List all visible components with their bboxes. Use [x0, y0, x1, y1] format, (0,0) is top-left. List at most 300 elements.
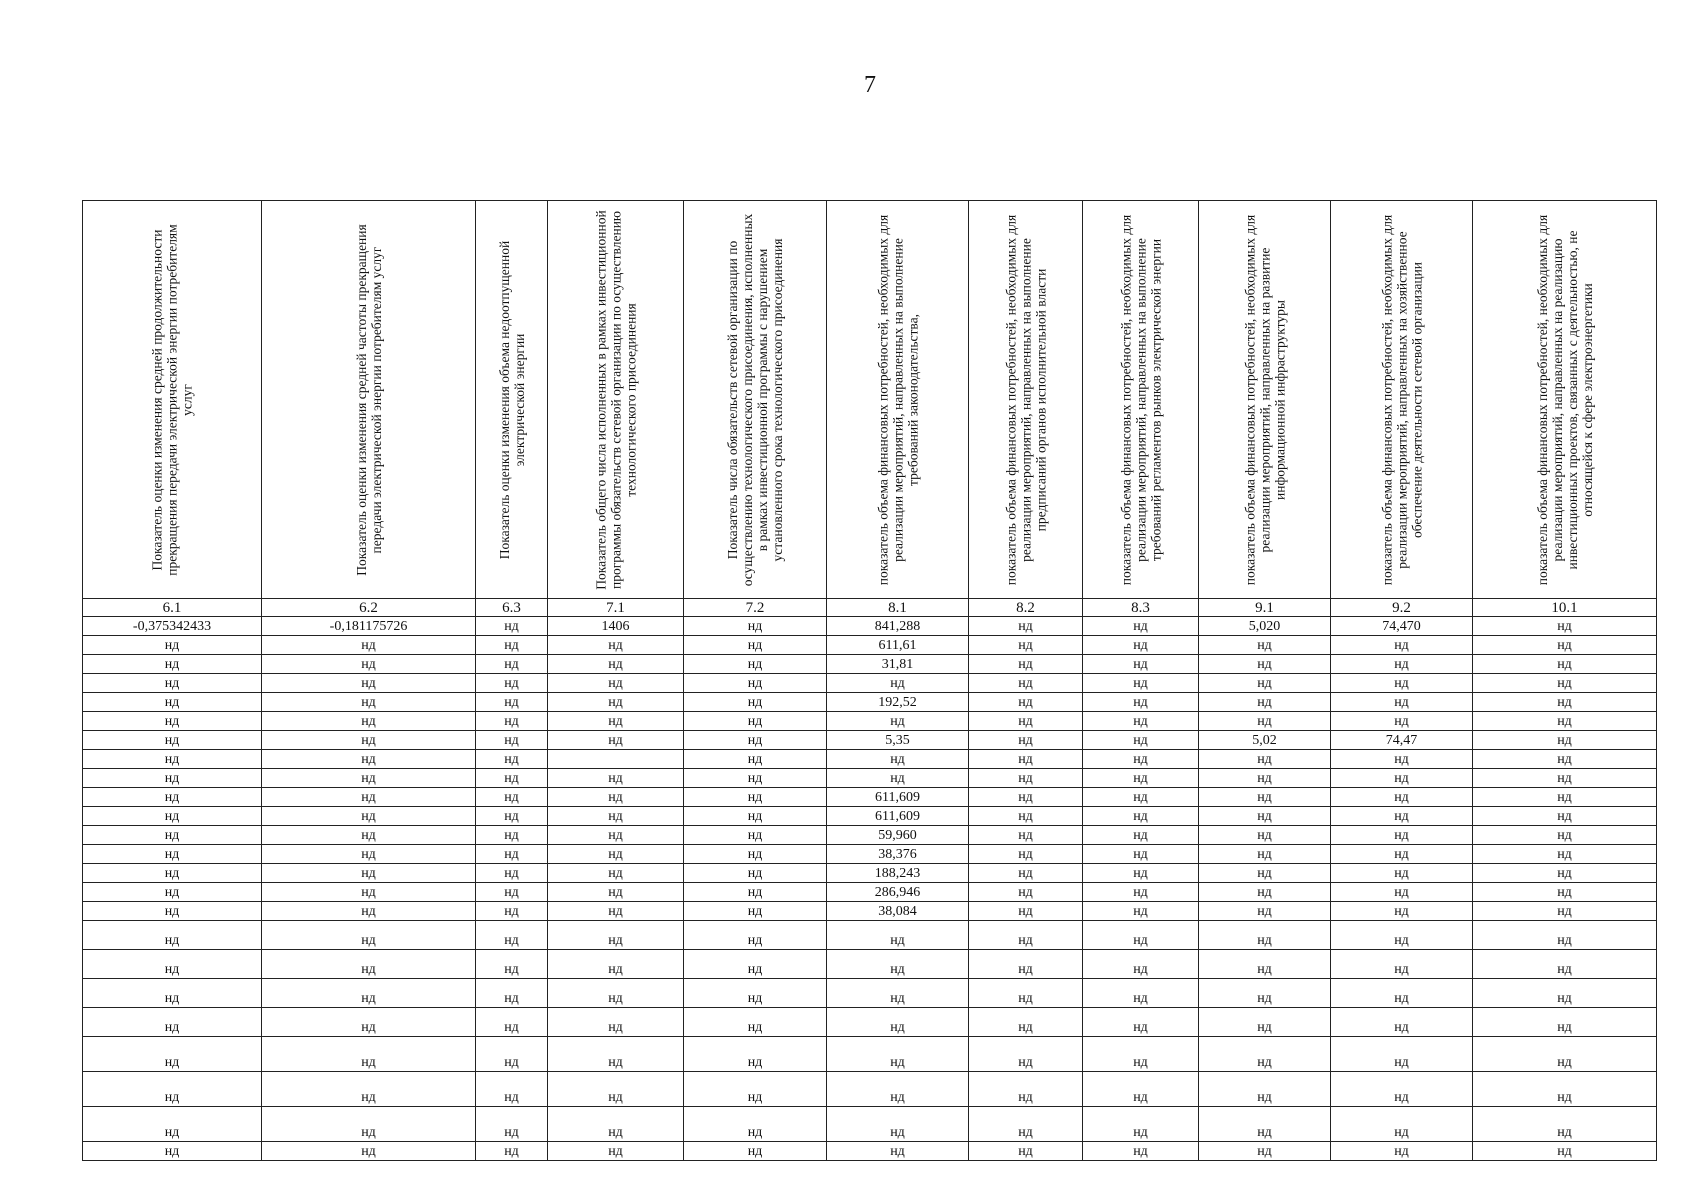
table-cell: нд: [684, 731, 827, 750]
table-cell: 38,376: [827, 845, 969, 864]
column-number: 9.1: [1199, 599, 1331, 617]
table-cell: нд: [262, 902, 476, 921]
table-cell: нд: [1199, 921, 1331, 950]
table-cell: нд: [1199, 750, 1331, 769]
table-cell: нд: [827, 750, 969, 769]
table-cell: нд: [1083, 902, 1199, 921]
table-cell: нд: [1473, 883, 1657, 902]
column-number: 7.2: [684, 599, 827, 617]
table-cell: нд: [969, 1107, 1083, 1142]
table-cell: нд: [83, 845, 262, 864]
table-cell: нд: [969, 1008, 1083, 1037]
table-cell: нд: [1331, 807, 1473, 826]
table-cell: нд: [83, 1142, 262, 1161]
table-cell: нд: [1199, 845, 1331, 864]
column-header: [827, 201, 969, 599]
table-cell: нд: [1199, 655, 1331, 674]
table-cell: нд: [1083, 845, 1199, 864]
table-cell: нд: [262, 750, 476, 769]
column-header: [969, 201, 1083, 599]
table-cell: нд: [969, 674, 1083, 693]
column-number: 10.1: [1473, 599, 1657, 617]
table-cell: нд: [684, 750, 827, 769]
table-cell: нд: [684, 864, 827, 883]
table-cell: нд: [548, 693, 684, 712]
header-row: [83, 201, 1657, 599]
table-cell: нд: [684, 883, 827, 902]
table-cell: нд: [476, 864, 548, 883]
page-number: 7: [864, 72, 876, 98]
indicators-table: [82, 200, 1657, 1161]
table-cell: нд: [684, 1037, 827, 1072]
table-cell: нд: [1199, 636, 1331, 655]
table-cell: нд: [1083, 1072, 1199, 1107]
table-cell: нд: [1083, 674, 1199, 693]
table-row: [83, 712, 1657, 731]
table-row: [83, 1008, 1657, 1037]
table-cell: нд: [262, 1142, 476, 1161]
table-cell: нд: [969, 636, 1083, 655]
table-cell: нд: [1473, 1072, 1657, 1107]
table-row: [83, 1107, 1657, 1142]
table-cell: нд: [684, 845, 827, 864]
table-cell: нд: [476, 712, 548, 731]
table-row: [83, 845, 1657, 864]
column-number: 8.1: [827, 599, 969, 617]
table-cell: нд: [548, 826, 684, 845]
table-cell: нд: [1199, 712, 1331, 731]
table-cell: нд: [1473, 674, 1657, 693]
table-cell: нд: [827, 1107, 969, 1142]
table-cell: нд: [1083, 921, 1199, 950]
table-cell: нд: [476, 826, 548, 845]
table-cell: нд: [1331, 979, 1473, 1008]
table-row: [83, 826, 1657, 845]
table-cell: нд: [83, 1008, 262, 1037]
table-cell: нд: [1473, 769, 1657, 788]
table-cell: нд: [476, 750, 548, 769]
table-cell: нд: [1083, 1008, 1199, 1037]
table-row: [83, 750, 1657, 769]
table-cell: нд: [262, 1008, 476, 1037]
table-cell: нд: [1473, 636, 1657, 655]
table-cell: нд: [1199, 674, 1331, 693]
table-cell: нд: [684, 807, 827, 826]
column-header-text: Показатель оценки изменения средней продолжительности прекращения передачи электрической энергии потребителям услуг: [149, 223, 195, 576]
table-cell: нд: [969, 750, 1083, 769]
table-cell: нд: [1473, 864, 1657, 883]
table-cell: нд: [83, 883, 262, 902]
table-cell: нд: [1083, 1037, 1199, 1072]
table-cell: нд: [1083, 788, 1199, 807]
table-cell: нд: [476, 883, 548, 902]
table-cell: нд: [1331, 636, 1473, 655]
table-cell: нд: [1199, 826, 1331, 845]
table-cell: нд: [1331, 921, 1473, 950]
column-number: 6.1: [83, 599, 262, 617]
table-cell: 611,61: [827, 636, 969, 655]
column-header-text: показатель объема финансовых потребностей, необходимых для реализации мероприятий, направленных на развитие информационной инфраструктуры: [1242, 214, 1287, 585]
table-cell: нд: [83, 1107, 262, 1142]
table-cell: нд: [684, 1107, 827, 1142]
table-cell: нд: [1083, 712, 1199, 731]
table-cell: нд: [1473, 845, 1657, 864]
table-cell: -0,375342433: [83, 617, 262, 636]
column-number: 6.3: [476, 599, 548, 617]
column-number: 7.1: [548, 599, 684, 617]
table-cell: нд: [262, 950, 476, 979]
table-cell: нд: [83, 655, 262, 674]
table-cell: нд: [827, 1008, 969, 1037]
table-cell: нд: [548, 979, 684, 1008]
table-cell: нд: [262, 636, 476, 655]
table-cell: нд: [548, 807, 684, 826]
table-cell: нд: [476, 902, 548, 921]
table-cell: нд: [1083, 826, 1199, 845]
table-cell: нд: [827, 769, 969, 788]
table-cell: нд: [969, 693, 1083, 712]
table-cell: -0,181175726: [262, 617, 476, 636]
table-cell: нд: [1331, 845, 1473, 864]
table-cell: 1406: [548, 617, 684, 636]
table-cell: нд: [476, 1072, 548, 1107]
table-cell: нд: [83, 712, 262, 731]
table-cell: 74,470: [1331, 617, 1473, 636]
table-cell: нд: [262, 979, 476, 1008]
table-row: [83, 1037, 1657, 1072]
table-cell: нд: [1083, 864, 1199, 883]
table-row: [83, 950, 1657, 979]
table-row: [83, 617, 1657, 636]
table-cell: нд: [1083, 617, 1199, 636]
table-cell: нд: [83, 864, 262, 883]
table-cell: 192,52: [827, 693, 969, 712]
table-cell: 59,960: [827, 826, 969, 845]
table-cell: нд: [476, 845, 548, 864]
table-cell: нд: [969, 1072, 1083, 1107]
table-cell: 611,609: [827, 788, 969, 807]
table-cell: нд: [1473, 1107, 1657, 1142]
table-cell: нд: [1331, 693, 1473, 712]
table-cell: нд: [1331, 1037, 1473, 1072]
table-cell: нд: [262, 845, 476, 864]
table-cell: нд: [548, 769, 684, 788]
table-cell: нд: [1473, 693, 1657, 712]
table-cell: нд: [969, 826, 1083, 845]
table-cell: нд: [684, 674, 827, 693]
table-cell: нд: [476, 617, 548, 636]
table-cell: 841,288: [827, 617, 969, 636]
table-cell: нд: [83, 693, 262, 712]
table-cell: нд: [684, 950, 827, 979]
table-cell: нд: [476, 788, 548, 807]
table-cell: нд: [1331, 950, 1473, 979]
table-cell: нд: [1473, 902, 1657, 921]
table-cell: нд: [476, 1142, 548, 1161]
table-cell: нд: [548, 674, 684, 693]
column-header: [1083, 201, 1199, 599]
table-cell: нд: [83, 1037, 262, 1072]
table-cell: нд: [1331, 902, 1473, 921]
table-cell: нд: [1199, 864, 1331, 883]
table-cell: нд: [1083, 750, 1199, 769]
table-cell: нд: [1331, 1008, 1473, 1037]
table-cell: нд: [476, 950, 548, 979]
table-cell: нд: [548, 883, 684, 902]
table-cell: нд: [548, 636, 684, 655]
table-cell: нд: [827, 950, 969, 979]
table-cell: нд: [1473, 826, 1657, 845]
table-cell: нд: [548, 921, 684, 950]
column-header-text: показатель объема финансовых потребностей, необходимых для реализации мероприятий, направленных на выполнение требований законодательства,: [875, 214, 920, 585]
table-cell: нд: [1083, 1142, 1199, 1161]
table-cell: нд: [476, 1107, 548, 1142]
table-cell: нд: [684, 788, 827, 807]
table-cell: нд: [1083, 883, 1199, 902]
column-header: [1199, 201, 1331, 599]
table-cell: нд: [476, 655, 548, 674]
table-cell: нд: [83, 674, 262, 693]
table-cell: нд: [1083, 807, 1199, 826]
table-cell: нд: [548, 1008, 684, 1037]
table-cell: нд: [83, 807, 262, 826]
table-cell: нд: [1199, 1142, 1331, 1161]
table-cell: нд: [548, 902, 684, 921]
column-header-text: показатель объема финансовых потребностей, необходимых для реализации мероприятий, направленных на реализацию инвестиционных проектов, связанных с деятельностью, не относящейся к сфере электроэнергетики: [1534, 214, 1595, 585]
table-cell: нд: [1473, 1037, 1657, 1072]
table-cell: нд: [83, 826, 262, 845]
table-cell: нд: [969, 864, 1083, 883]
table-cell: нд: [1473, 950, 1657, 979]
table-cell: нд: [969, 845, 1083, 864]
table-cell: 5,35: [827, 731, 969, 750]
table-cell: нд: [476, 807, 548, 826]
table-cell: нд: [684, 712, 827, 731]
table-cell: нд: [969, 979, 1083, 1008]
table-cell: нд: [262, 788, 476, 807]
table-cell: 5,020: [1199, 617, 1331, 636]
column-header: [684, 201, 827, 599]
table-cell: нд: [1331, 769, 1473, 788]
table-cell: нд: [262, 769, 476, 788]
table-cell: нд: [827, 1037, 969, 1072]
table-cell: нд: [1199, 883, 1331, 902]
table-cell: нд: [262, 826, 476, 845]
table-cell: нд: [548, 731, 684, 750]
table-cell: нд: [1199, 807, 1331, 826]
table-cell: нд: [83, 769, 262, 788]
column-header: [1331, 201, 1473, 599]
column-header-text: показатель объема финансовых потребностей, необходимых для реализации мероприятий, направленных на выполнение предписаний органов исполнительной власти: [1003, 214, 1048, 585]
table-row: [83, 1142, 1657, 1161]
table-cell: нд: [262, 731, 476, 750]
table-cell: нд: [684, 921, 827, 950]
table-cell: нд: [969, 950, 1083, 979]
table-cell: [548, 750, 684, 769]
table-cell: нд: [83, 636, 262, 655]
table-cell: 188,243: [827, 864, 969, 883]
table-cell: нд: [684, 769, 827, 788]
column-header-text: Показатель числа обязательств сетевой организации по осуществлению технологического присоединения, исполненных в рамках инвестиционной программы с нарушением установленного срока технологического присоединения: [725, 213, 785, 586]
table-cell: нд: [83, 979, 262, 1008]
table-cell: нд: [1473, 788, 1657, 807]
table-row: [83, 883, 1657, 902]
table-cell: нд: [1199, 1072, 1331, 1107]
table-row: [83, 731, 1657, 750]
table-cell: нд: [827, 712, 969, 731]
table-cell: нд: [1331, 712, 1473, 731]
table-row: [83, 636, 1657, 655]
table-cell: нд: [1473, 1008, 1657, 1037]
table-cell: нд: [1199, 979, 1331, 1008]
table-cell: нд: [969, 921, 1083, 950]
column-number: 8.3: [1083, 599, 1199, 617]
table-row: [83, 655, 1657, 674]
table-cell: нд: [1473, 979, 1657, 1008]
table-row: [83, 864, 1657, 883]
table-cell: нд: [1199, 1107, 1331, 1142]
table-cell: нд: [684, 979, 827, 1008]
table-cell: нд: [1473, 1142, 1657, 1161]
table-cell: нд: [83, 950, 262, 979]
column-header-text: Показатель оценки изменения средней частоты прекращения передачи электрической энергии потребителям услуг: [353, 223, 384, 576]
table-cell: нд: [1199, 950, 1331, 979]
table-cell: нд: [969, 769, 1083, 788]
column-header-text: показатель объема финансовых потребностей, необходимых для реализации мероприятий, направленных на хозяйственное обеспечение деятельности сетевой организации: [1379, 214, 1424, 585]
table-row: [83, 674, 1657, 693]
table-cell: нд: [1473, 921, 1657, 950]
column-number: 9.2: [1331, 599, 1473, 617]
table-cell: нд: [827, 1142, 969, 1161]
table-cell: 611,609: [827, 807, 969, 826]
table-cell: нд: [262, 883, 476, 902]
table-cell: нд: [1083, 769, 1199, 788]
table-cell: нд: [969, 788, 1083, 807]
table-cell: нд: [548, 864, 684, 883]
table-cell: нд: [1199, 693, 1331, 712]
table-cell: нд: [548, 1107, 684, 1142]
table-cell: нд: [83, 902, 262, 921]
column-header-text: Показатель оценки изменения объема недоотпущенной электрической энергии: [496, 240, 527, 559]
table-cell: нд: [83, 731, 262, 750]
table-cell: нд: [1331, 1107, 1473, 1142]
table-cell: 74,47: [1331, 731, 1473, 750]
table-cell: нд: [684, 1008, 827, 1037]
column-number: 6.2: [262, 599, 476, 617]
table-cell: нд: [827, 674, 969, 693]
column-header-text: Показатель общего числа исполненных в рамках инвестиционной программы обязательств сетевой организации по осуществлению технологического присоединения: [593, 209, 638, 590]
table-cell: нд: [476, 1037, 548, 1072]
table-cell: нд: [1331, 864, 1473, 883]
table-cell: нд: [262, 1107, 476, 1142]
table-cell: нд: [684, 1072, 827, 1107]
table-row: [83, 902, 1657, 921]
table-cell: 286,946: [827, 883, 969, 902]
table-row: [83, 807, 1657, 826]
table-cell: нд: [262, 1037, 476, 1072]
table-cell: нд: [684, 902, 827, 921]
table-cell: нд: [1199, 769, 1331, 788]
table-row: [83, 693, 1657, 712]
table-cell: нд: [262, 712, 476, 731]
table-cell: нд: [684, 617, 827, 636]
table-cell: 38,084: [827, 902, 969, 921]
table-cell: нд: [476, 693, 548, 712]
table-cell: нд: [969, 902, 1083, 921]
table-cell: нд: [827, 921, 969, 950]
table-cell: нд: [476, 731, 548, 750]
table-cell: нд: [83, 788, 262, 807]
table-cell: нд: [262, 807, 476, 826]
table-cell: 5,02: [1199, 731, 1331, 750]
table-cell: нд: [262, 693, 476, 712]
table-cell: нд: [83, 750, 262, 769]
table-cell: нд: [476, 674, 548, 693]
table-row: [83, 1072, 1657, 1107]
table-cell: нд: [262, 921, 476, 950]
table-cell: нд: [476, 636, 548, 655]
table-cell: нд: [1473, 750, 1657, 769]
table-cell: нд: [262, 655, 476, 674]
table-cell: нд: [1083, 655, 1199, 674]
table-cell: нд: [476, 769, 548, 788]
table-cell: нд: [1083, 731, 1199, 750]
table-cell: нд: [1083, 1107, 1199, 1142]
table-cell: нд: [827, 1072, 969, 1107]
table-cell: нд: [1331, 788, 1473, 807]
table-cell: нд: [1473, 617, 1657, 636]
column-header: [476, 201, 548, 599]
table-cell: нд: [548, 655, 684, 674]
table-cell: нд: [476, 979, 548, 1008]
table-cell: нд: [83, 921, 262, 950]
table-cell: нд: [1083, 979, 1199, 1008]
table-cell: нд: [1199, 902, 1331, 921]
table-cell: 31,81: [827, 655, 969, 674]
table-cell: нд: [969, 1142, 1083, 1161]
table-cell: нд: [1083, 636, 1199, 655]
column-header: [1473, 201, 1657, 599]
table-cell: нд: [548, 1072, 684, 1107]
table-cell: нд: [969, 1037, 1083, 1072]
table-cell: нд: [476, 1008, 548, 1037]
table-cell: нд: [1331, 826, 1473, 845]
table-cell: нд: [1199, 1037, 1331, 1072]
table-cell: нд: [1473, 731, 1657, 750]
column-header: [548, 201, 684, 599]
table-cell: нд: [684, 693, 827, 712]
table-cell: нд: [1083, 693, 1199, 712]
table-cell: нд: [827, 979, 969, 1008]
table-cell: нд: [476, 921, 548, 950]
table-cell: нд: [1331, 1072, 1473, 1107]
table-cell: нд: [684, 1142, 827, 1161]
table-cell: нд: [969, 617, 1083, 636]
column-number: 8.2: [969, 599, 1083, 617]
table-row: [83, 769, 1657, 788]
table-cell: нд: [969, 655, 1083, 674]
table-cell: нд: [262, 864, 476, 883]
table-cell: нд: [1331, 674, 1473, 693]
table-cell: нд: [969, 712, 1083, 731]
column-number-row: [83, 599, 1657, 617]
table-cell: нд: [1331, 655, 1473, 674]
table-cell: нд: [1473, 655, 1657, 674]
table-body: [83, 617, 1657, 1161]
table-row: [83, 921, 1657, 950]
table-cell: нд: [1331, 750, 1473, 769]
column-header-text: показатель объема финансовых потребностей, необходимых для реализации мероприятий, направленных на выполнение требований регламентов рынков электрической энергии: [1118, 214, 1163, 585]
